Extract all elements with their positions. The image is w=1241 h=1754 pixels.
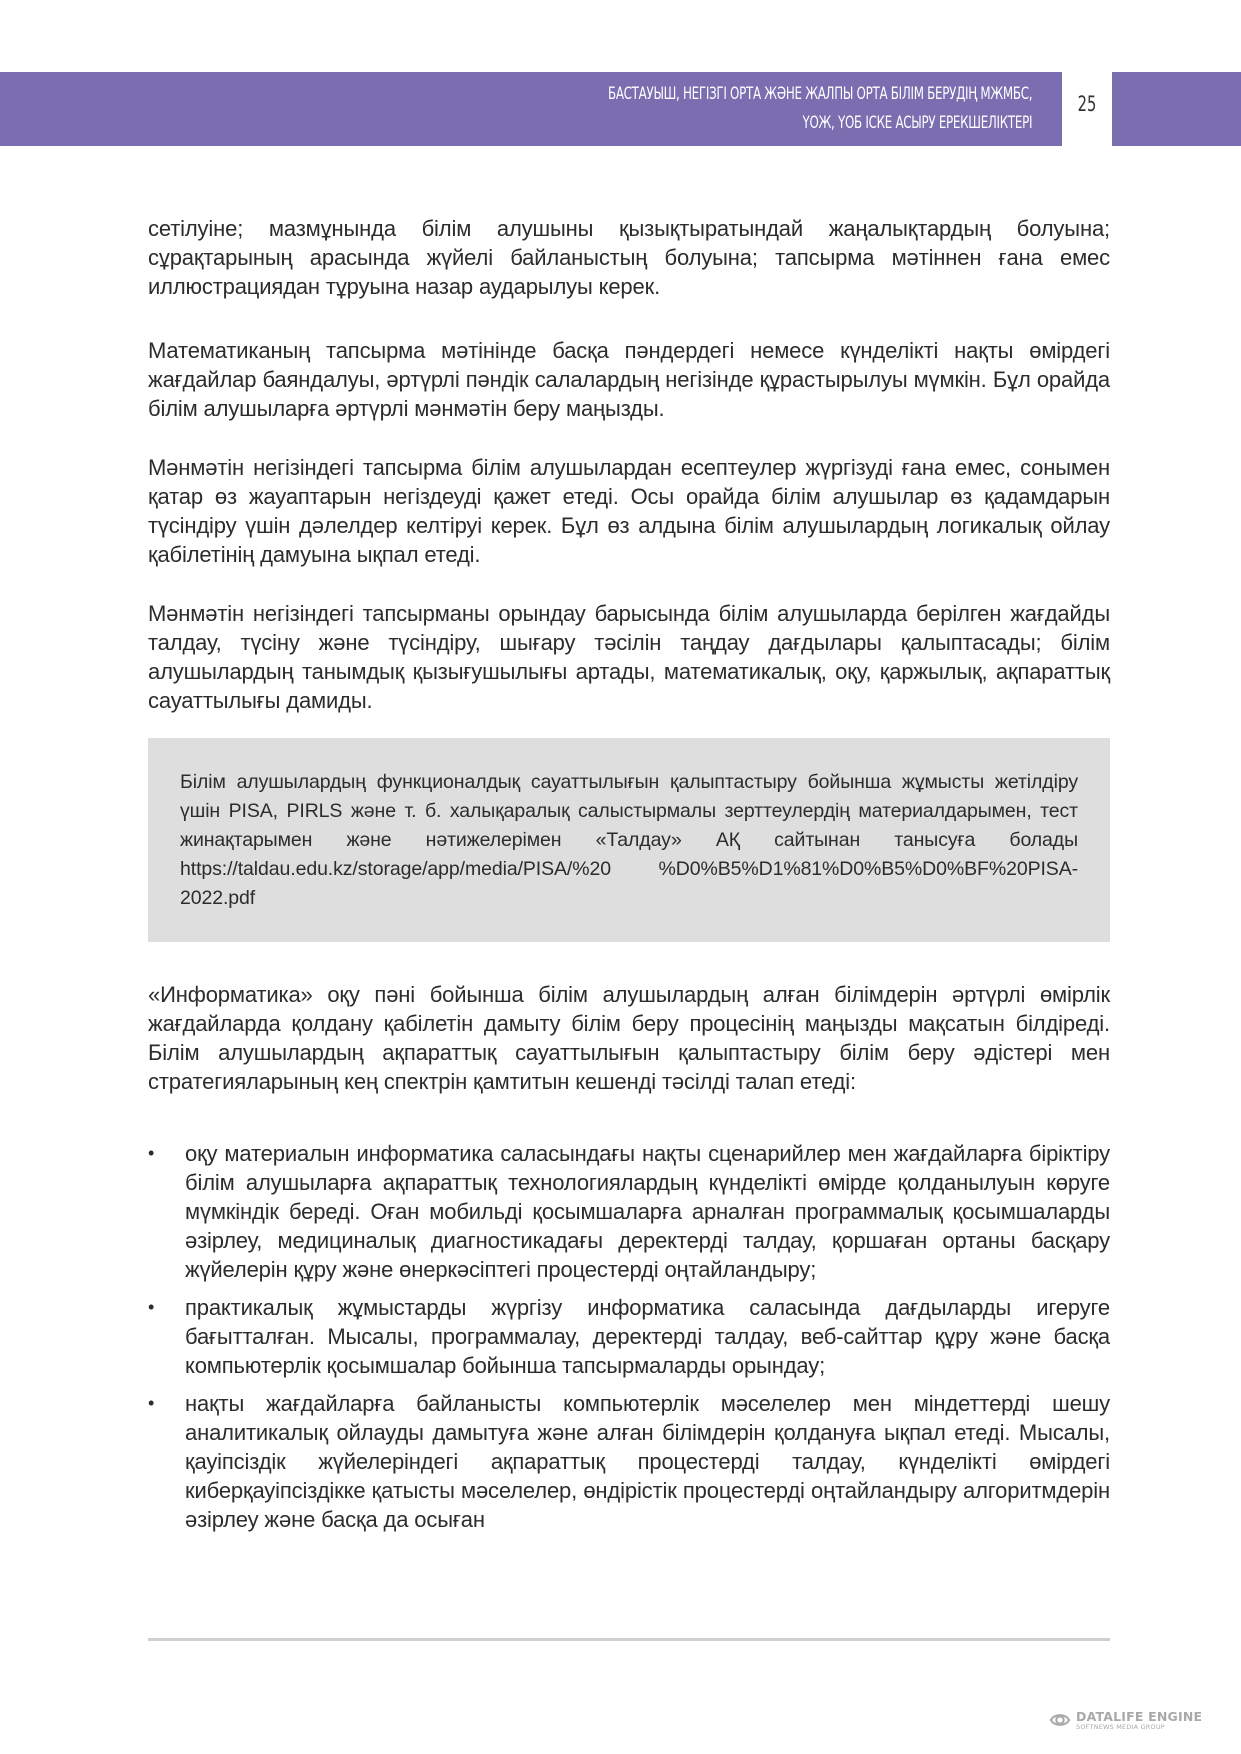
paragraph-5: «Информатика» оқу пәні бойынша білім алушылардың алған білімдерін әртүрлі өмірлік жағдайларда қолдану қабілетін дамыту білім беру процесінің маңызды мақсатын білдіреді. Білім алушылардың ақпараттық сауаттылығын қалыптастыру білім беру әдістері мен стратегияларының кең спектрін қамтитын кешенді тәсілді талап етеді: [148, 982, 1110, 1094]
page-number: 25 [1077, 92, 1097, 116]
list-item [148, 1389, 1110, 1534]
list-item-text: практикалық жұмыстарды жүргізу информатика саласында дағдыларды игеруге бағытталған. Мысалы, программалау, деректерді талдау, веб-сайттар құру және басқа компьютерлік қосымшалар бойынша тапсырмаларды орындау; [185, 1295, 1110, 1378]
note-box [148, 738, 1110, 942]
paragraph-1: сетілуіне; мазмұнында білім алушыны қызықтыратындай жаңалықтардың болуына; сұрақтарының арасында жүйелі байланыстың болуына; тапсырма мәтіннен ғана емес иллюстрациядан тұруына назар аударылуы керек. [148, 216, 1110, 299]
footer-divider [148, 1638, 1110, 1641]
note-text: Білім алушылардың функционалдық сауаттылығын қалыптастыру бойынша жұмысты жетілдіру үшін PISA, PIRLS және т. б. халықаралық салыстырмалы зерттеулердің материалдарымен, тест жинақтарымен және нәтижелерімен «Талдау» АҚ сайтынан танысуға болады https://taldau.edu.kz/storage/app/media/PISA/%20 %D0%B5%D1%81%D0%B5%D0%BF%20PISA-2022.pdf [180, 771, 1078, 909]
paragraph-4: Мәнмәтін негізіндегі тапсырманы орындау барысында білім алушыларда берілген жағдайды талдау, түсіну және түсіндіру, шығару тәсілін таңдау дағдылары қалыптасады; білім алушылардың танымдық қызығушылығы артады, математикалық, оқу, қаржылық, ақпараттық сауаттылығы дамиды. [148, 601, 1110, 713]
bullet-icon: • [148, 1297, 155, 1317]
list-item [148, 1293, 1110, 1380]
watermark [1049, 1709, 1202, 1731]
list-item-text: оқу материалын информатика саласындағы нақты сценарийлер мен жағдайларға біріктіру білім алушыларға ақпараттық технологиялардың күнделікті өмірде қолданылуын көруге мүмкіндік береді. Оған мобильді қосымшаларға арналған программалық қосымшаларды әзірлеу, медициналық диагностикадағы деректерді талдау, қоршаған ортаны басқару жүйелерін құру және өнеркәсіптегі процестерді оңтайландыру; [185, 1141, 1110, 1282]
paragraph-2: Математиканың тапсырма мәтінінде басқа пәндердегі немесе күнделікті нақты өмірдегі жағдайлар баяндалуы, әртүрлі пәндік салалардың негізінде құрастырылуы мүмкін. Бұл орайда білім алушыларға әртүрлі мәнмәтін беру маңызды. [148, 338, 1110, 421]
bullet-icon: • [148, 1393, 155, 1413]
header-bar [0, 72, 1062, 146]
list-item-text: нақты жағдайларға байланысты компьютерлік мәселелер мен міндеттерді шешу аналитикалық ойлауды дамытуға және алған білімдерін қолдануға ықпал етеді. Мысалы, қауіпсіздік жүйелеріндегі ақпараттық процестерді талдау, күнделікті өмірдегі киберқауіпсіздікке қатысты мәселелер, өндірістік процестерді оңтайландыру алгоритмдерін әзірлеу және басқа да осыған [185, 1391, 1110, 1532]
running-header-title [608, 79, 1032, 137]
eye-logo-icon [1049, 1709, 1071, 1731]
watermark-subtitle: SOFTNEWS MEDIA GROUP [1076, 1722, 1165, 1731]
watermark-title: DATALIFE ENGINE [1076, 1708, 1203, 1724]
list-item [148, 1139, 1110, 1284]
header-accent-block [1112, 72, 1241, 146]
bullet-icon: • [148, 1143, 155, 1163]
header-title-line-1: БАСТАУЫШ, НЕГІЗГІ ОРТА ЖӘНЕ ЖАЛПЫ ОРТА БІЛІМ БЕРУДІҢ МЖМБС, [607, 84, 1032, 103]
header-title-line-2: ҮОЖ, ҮОБ ІСКЕ АСЫРУ ЕРЕКШЕЛІКТЕРІ [802, 113, 1032, 132]
paragraph-3: Мәнмәтін негізіндегі тапсырма білім алушылардан есептеулер жүргізуді ғана емес, сонымен қатар өз жауаптарын негіздеуді қажет етеді. Осы орайда білім алушылар өз қадамдарын түсіндіру үшін дәлелдер келтіруі керек. Бұл өз алдына білім алушылардың логикалық ойлау қабілетінің дамуына ықпал етеді. [148, 455, 1110, 567]
bullet-list [148, 1139, 1110, 1543]
